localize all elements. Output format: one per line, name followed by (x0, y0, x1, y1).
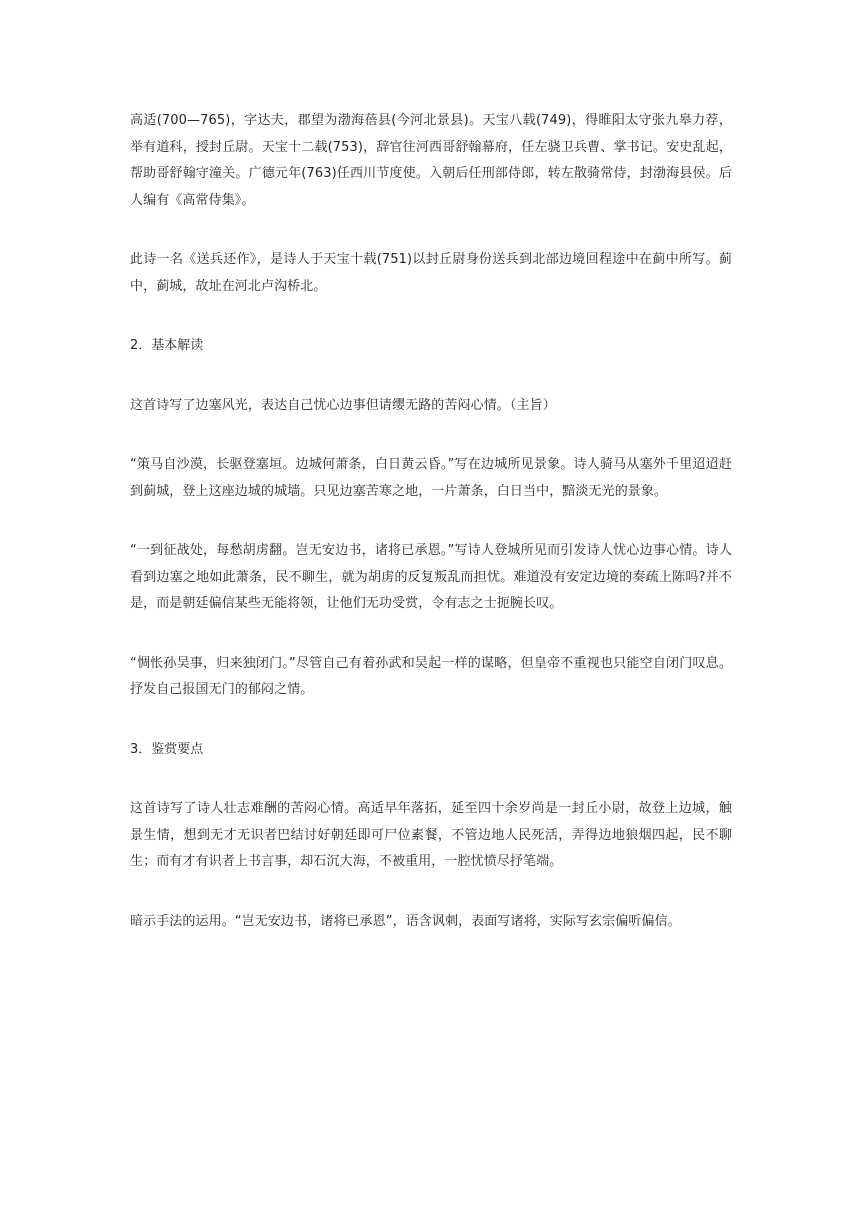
paragraph-author-bio: 高适(700—765)，字达夫，郡望为渤海蓓县(今河北景县)。天宝八载(749)，得睢阳太守张九皋力荐，举有道科，授封丘尉。天宝十二载(753)，辞官往河西哥舒翰幕府，任左骁卫兵曹、掌书记。安史乱起，帮助哥舒翰守潼关。广德元年(763)任西川节度使。入朝后任刑部侍郎，转左散骑常侍，封渤海县侯。后人编有《高常侍集》。 (130, 113, 732, 208)
paragraph-gap (130, 763, 732, 796)
paragraph-gap (130, 419, 732, 452)
paragraph-technique: 暗示手法的运用。“岂无安边书，诸将已承恩”，语含讽刺，表面写诸将，实际写玄宗偏听偏信。 (130, 913, 681, 929)
paragraph-gap (130, 214, 732, 247)
paragraph-stanza-two: “一到征战处，每愁胡虏翻。岂无安边书，诸将已承恩。”写诗人登城所见而引发诗人忧心边事心情。诗人看到边塞之地如此萧条，民不聊生，就为胡虏的反复叛乱而担忧。难道没有安定边境的奏疏上陈吗?并不是，而是朝廷偏信某些无能将领，让他们无功受赏，令有志之士扼腕长叹。 (130, 543, 732, 611)
paragraph-poem-background: 此诗一名《送兵还作》，是诗人于天宝十载(751)以封丘尉身份送兵到北部边境回程途中在蓟中所写。蓟中，蓟城，故址在河北卢沟桥北。 (130, 252, 732, 294)
paragraph-appreciation: 这首诗写了诗人壮志难酬的苦闷心情。高适早年落拓，延至四十余岁尚是一封丘小尉，故登上边城，触景生情，想到无才无识者巴结讨好朝廷即可尸位素餐，不管边地人民死活，弄得边地狼烟四起，民不聊生；而有才有识者上书言事，却石沉大海，不被重用，一腔忧愤尽抒笔端。 (130, 801, 732, 869)
paragraph-gap (130, 300, 732, 333)
paragraph-gap (130, 505, 732, 538)
paragraph-stanza-three: “惆怅孙吴事，归来独闭门。”尽管自己有着孙武和吴起一样的谋略，但皇帝不重视也只能空自闭门叹息。抒发自己报国无门的郁闷之情。 (130, 655, 732, 697)
paragraph-gap (130, 704, 732, 737)
section-heading-appreciation: 3．鉴赏要点 (130, 741, 204, 757)
paragraph-stanza-one: “策马自沙漠，长驱登塞垣。边城何萧条，白日黄云昏。”写在边城所见景象。诗人骑马从塞外千里迢迢赶到蓟城，登上这座边城的城墙。只见边塞苦寒之地，一片萧条，白日当中，黯淡无光的景象。 (130, 457, 732, 499)
paragraph-gap (130, 876, 732, 909)
paragraph-gap (130, 618, 732, 651)
section-heading-basic-reading: 2．基本解读 (130, 338, 204, 353)
document-body (130, 108, 732, 935)
paragraph-gap (130, 360, 732, 393)
paragraph-theme: 这首诗写了边塞风光，表达自己忧心边事但请缨无路的苦闷心情。（主旨） (130, 397, 556, 413)
